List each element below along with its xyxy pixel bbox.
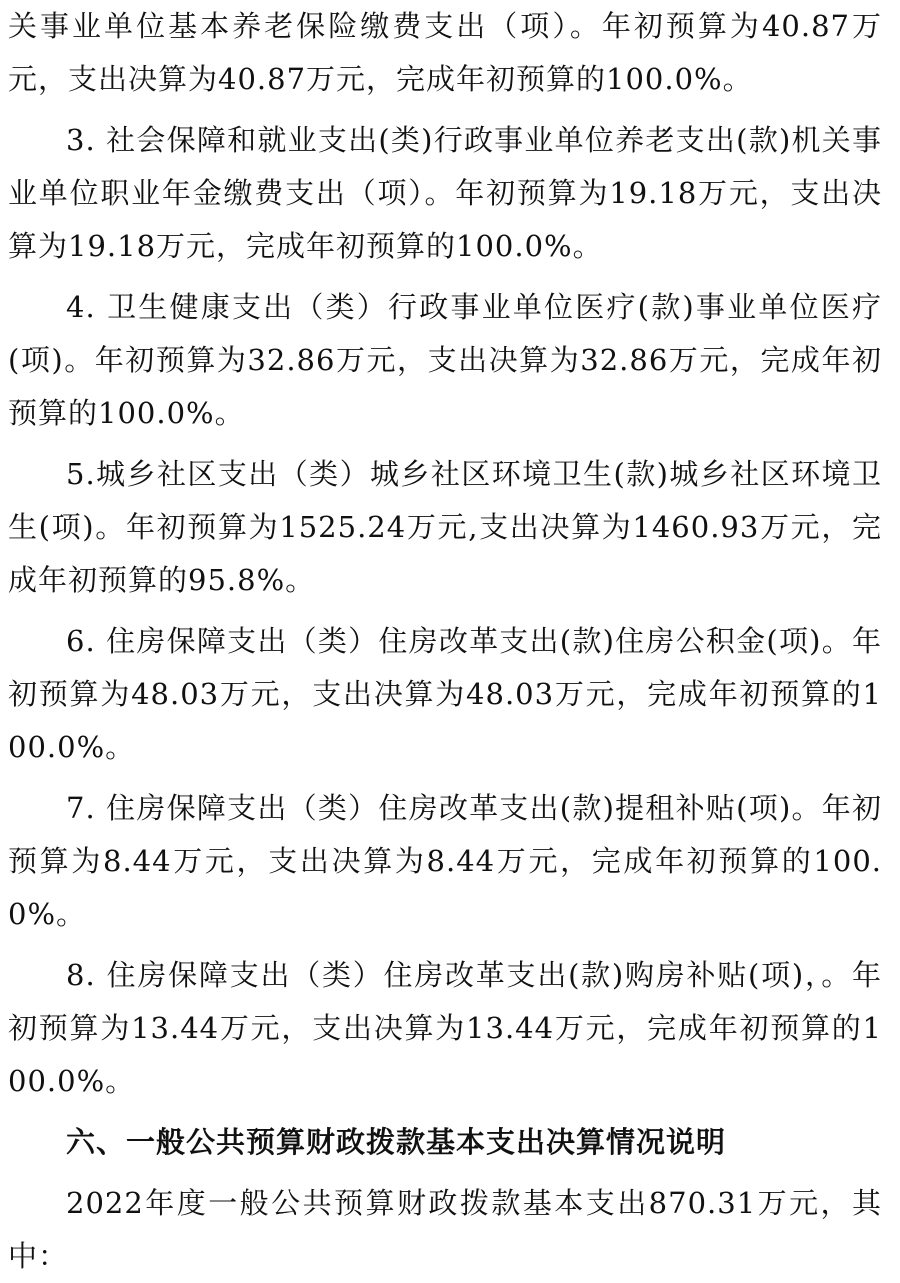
paragraph-item-8: 8. 住房保障支出（类）住房改革支出(款)购房补贴(项)，。年初预算为13.44万元，支出决算为13.44万元，完成年初预算的100.0%。	[8, 958, 882, 1098]
paragraph-item-7: 7. 住房保障支出（类）住房改革支出(款)提租补贴(项)。年初预算为8.44万元，支出决算为8.44万元，完成年初预算的100.0%。	[8, 791, 882, 931]
paragraph-item-5: 5.城乡社区支出（类）城乡社区环境卫生(款)城乡社区环境卫生(项)。年初预算为1525.24万元,支出决算为1460.93万元，完成年初预算的95.8%。	[8, 457, 882, 597]
section-heading: 六、一般公共预算财政拨款基本支出决算情况说明	[66, 1125, 727, 1159]
document-page	[8, 0, 882, 1283]
paragraph-item-6: 6. 住房保障支出（类）住房改革支出(款)住房公积金(项)。年初预算为48.03万元，支出决算为48.03万元，完成年初预算的100.0%。	[8, 624, 882, 764]
paragraph-item-3: 3. 社会保障和就业支出(类)行政事业单位养老支出(款)机关事业单位职业年金缴费支出（项）。年初预算为19.18万元，支出决算为19.18万元，完成年初预算的100.0%。	[8, 123, 882, 263]
paragraph-pension-insurance: 关事业单位基本养老保险缴费支出（项）。年初预算为40.87万元，支出决算为40.87万元，完成年初预算的100.0%。	[8, 9, 882, 96]
paragraph-item-4: 4. 卫生健康支出（类）行政事业单位医疗(款)事业单位医疗(项)。年初预算为32.86万元，支出决算为32.86万元，完成年初预算的100.0%。	[8, 290, 882, 430]
closing-paragraph: 2022年度一般公共预算财政拨款基本支出870.31万元，其中：	[8, 1186, 882, 1273]
